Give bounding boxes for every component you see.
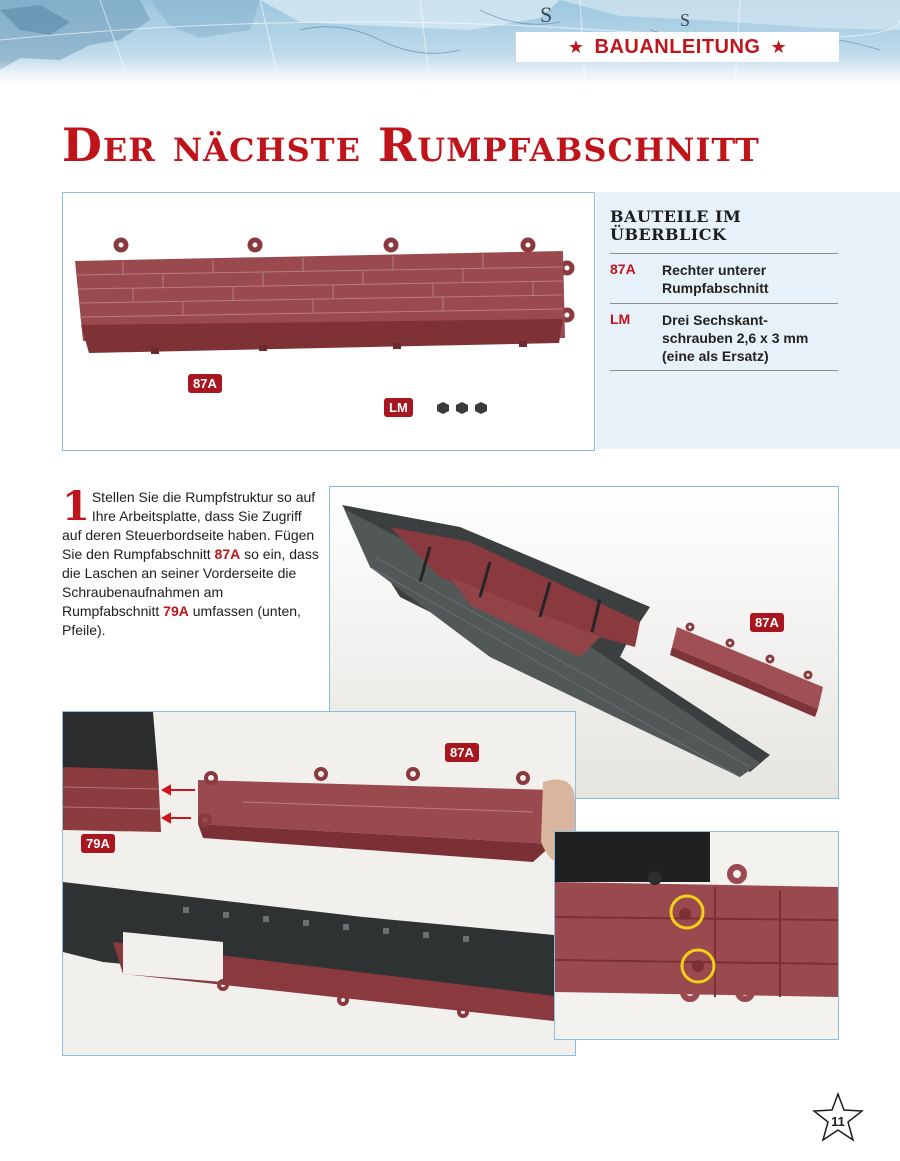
step-number: 1 — [62, 483, 90, 530]
parts-overview-heading: BAUTEILE IM ÜBERBLICK — [610, 207, 742, 244]
assembly-photo-closeup — [554, 831, 839, 1040]
hull-fitting-illustration — [63, 712, 575, 1055]
page-title: Der nächste Rumpfabschnitt — [62, 118, 760, 172]
part-label-87a: 87A — [445, 743, 479, 762]
svg-text:S: S — [680, 10, 691, 30]
svg-text:S: S — [540, 2, 553, 27]
page-number: 11 — [831, 1114, 845, 1129]
step-text: Stellen Sie die Rumpfstruktur so auf Ihre Arbeitsplatte, dass Sie Zugriff auf deren Steuerbordseite haben. Fügen Sie den Rumpfabschnitt — [62, 489, 316, 562]
parts-list-item — [610, 253, 838, 304]
part-reference: 87A — [214, 546, 241, 562]
part-label-lm: LM — [384, 398, 413, 417]
part-reference: 79A — [163, 603, 189, 619]
part-code: LM — [610, 311, 631, 327]
section-banner-label: BAUANLEITUNG — [594, 35, 761, 58]
part-description: Rechter unterer Rumpfabschnitt — [662, 262, 769, 296]
part-label-87a: 87A — [188, 374, 222, 393]
part-label-79a: 79A — [81, 834, 115, 853]
step-text: umfassen (unten, Pfeile). — [62, 603, 301, 638]
section-banner — [515, 32, 839, 62]
screw-mount-closeup-illustration — [555, 832, 838, 1039]
star-icon — [812, 1092, 864, 1144]
step-instructions — [62, 483, 324, 640]
assembly-photo-detail — [62, 711, 576, 1056]
part-label-87a: 87A — [750, 613, 784, 632]
page-number-badge — [812, 1092, 864, 1144]
step-text: so ein, dass die Laschen an seiner Vorderseite die Schraubenaufnahmen am Rumpfabschnitt — [62, 546, 319, 619]
header-fade — [0, 60, 900, 90]
hull-part-illustration — [63, 193, 594, 450]
part-code: 87A — [610, 261, 636, 277]
parts-photo — [62, 192, 595, 451]
star-icon: ★ — [770, 36, 788, 57]
part-description: Drei Sechskant-schrauben 2,6 x 3 mm (eine als Ersatz) — [662, 312, 809, 364]
star-icon: ★ — [567, 36, 585, 57]
parts-list-item — [610, 303, 838, 371]
